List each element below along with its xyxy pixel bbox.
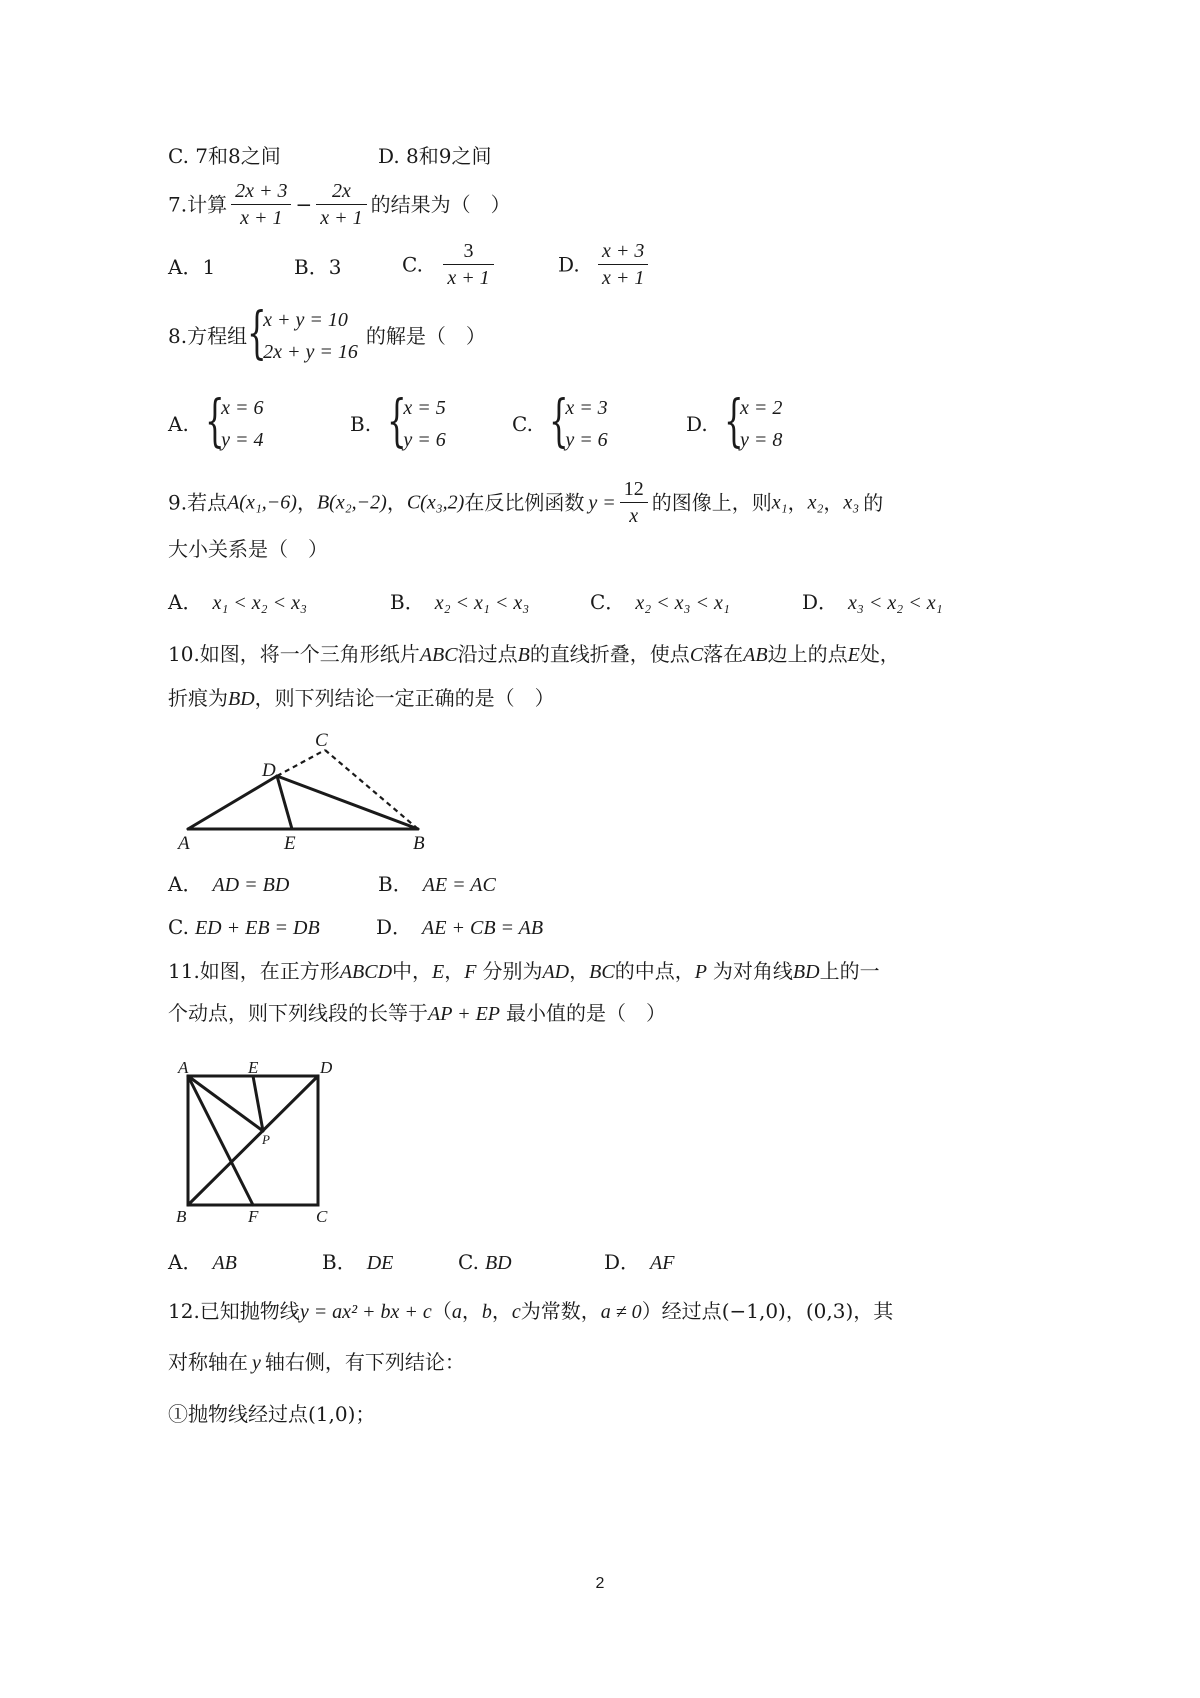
- label-c: C: [315, 730, 328, 751]
- q11-option-b-math: DE: [366, 1252, 394, 1274]
- q10-text-f: 处，: [859, 642, 900, 666]
- q11-option-c: [458, 1249, 512, 1276]
- q11-ap-ep: AP + EP: [428, 1003, 501, 1025]
- q12-comma-3: ，: [785, 1299, 806, 1323]
- q9-point-b: B(x₂,−2): [316, 491, 387, 514]
- segment-af: [188, 1076, 253, 1205]
- q11-text-h: 个动点，则下列线段的长等于: [168, 1001, 428, 1025]
- q6-option-d: D. 8和9之间: [378, 144, 492, 168]
- q12-text-b: （: [431, 1299, 452, 1323]
- label-b: B: [413, 833, 425, 854]
- q11-option-a-math: AB: [212, 1252, 237, 1274]
- q9-comma-1: ，: [296, 490, 317, 515]
- q11-text-f: 为对角线: [712, 959, 793, 983]
- q10-text-g: 折痕为: [168, 686, 228, 710]
- q7-option-d: [558, 240, 652, 289]
- q10-abc: ABC: [419, 644, 458, 666]
- q9-mid-text: 在反比例函数: [464, 490, 585, 515]
- q11-option-d-math: AF: [650, 1252, 675, 1274]
- q7-opt-c-denominator: x + 1: [447, 267, 490, 289]
- q10-text-e: 边上的点: [767, 642, 848, 666]
- q9-x3: x₃: [843, 491, 860, 514]
- q9-option-b-math: x₂ < x₁ < x₃: [434, 592, 530, 614]
- q8-option-c: [512, 389, 608, 456]
- q10-option-a-label: A．: [168, 872, 203, 896]
- q11-comma: ，: [444, 959, 465, 983]
- q12-point-1: (−1,0): [721, 1299, 786, 1323]
- q12-text-e: ，其: [853, 1299, 894, 1323]
- q12-text-d: ）经过点: [641, 1299, 722, 1323]
- q9-func-denominator: x: [629, 505, 639, 527]
- q9-option-b: [390, 589, 529, 616]
- q9-function-lhs: y =: [588, 491, 616, 514]
- q9-option-d-label: D．: [802, 590, 839, 614]
- q11-text-a: 11.如图，在正方形: [168, 959, 340, 983]
- q7-option-d-fraction: [598, 240, 648, 289]
- q10-text-a: 10.如图，将一个三角形纸片: [168, 642, 420, 666]
- q9-func-numerator: 12: [620, 478, 648, 503]
- q12-comma-1: ，: [461, 1299, 482, 1323]
- q7-opt-d-numerator: x + 3: [598, 240, 648, 265]
- q10-option-d: [376, 914, 543, 941]
- q9-point-c: C(x₃,2): [406, 491, 465, 514]
- q10-triangle-figure: [170, 726, 440, 856]
- q10-c: C: [689, 644, 704, 666]
- q9-comma-3: ，: [787, 490, 808, 515]
- q10-option-c: [168, 914, 320, 941]
- q11-text-b: 中，: [392, 959, 433, 983]
- q12-text-h: ①抛物线经过点: [168, 1402, 308, 1426]
- q11-stem-line-1: [168, 958, 880, 985]
- label-b: B: [176, 1207, 187, 1226]
- label-f: F: [248, 1207, 259, 1226]
- q12-a: a: [451, 1301, 462, 1323]
- q7-opt-d-denominator: x + 1: [602, 267, 645, 289]
- q6-option-c: C. 7和8之间: [168, 144, 281, 168]
- q8-option-system: [724, 389, 783, 456]
- q10-stem-line-2: [168, 685, 555, 712]
- label-e: E: [248, 1058, 259, 1077]
- q8-option-row-1: x = 5: [403, 397, 446, 419]
- q12-stem-line-2: [168, 1349, 465, 1376]
- q11-text-d: ，: [569, 959, 590, 983]
- q10-option-a: [168, 871, 289, 898]
- q11-text-e: 的中点，: [614, 959, 695, 983]
- q10-option-b-math: AE = AC: [422, 874, 496, 896]
- q12-equation: y = ax² + bx + c: [299, 1301, 432, 1323]
- q7-minus: −: [295, 192, 313, 217]
- q9-end: 的: [863, 490, 884, 515]
- q12-point-2: (0,3): [805, 1299, 854, 1323]
- q11-stem-line-2: [168, 1000, 666, 1027]
- q7-fraction-1: [231, 180, 291, 229]
- q11-text-c: 分别为: [482, 959, 543, 983]
- q9-option-c: [590, 589, 730, 616]
- q8-brace: {: [247, 301, 267, 366]
- label-a: A: [178, 833, 190, 854]
- brace-glyph: {: [205, 389, 225, 454]
- q9-option-a: [168, 589, 307, 616]
- q11-option-d-label: D．: [604, 1250, 641, 1274]
- q10-option-c-math: ED + EB = DB: [194, 917, 320, 939]
- segment-cb-dashed: [325, 750, 418, 829]
- q10-option-d-math: AE + CB = AB: [422, 917, 544, 939]
- q10-option-d-label: D．: [376, 915, 413, 939]
- q9-option-c-math: x₂ < x₃ < x₁: [635, 592, 730, 614]
- q12-y: y: [252, 1352, 261, 1374]
- label-e: E: [284, 833, 296, 854]
- q11-ad: AD: [542, 961, 570, 983]
- segment-de: [277, 776, 292, 829]
- q9-x1: x₁: [771, 491, 788, 514]
- q10-option-b: [378, 871, 496, 898]
- q10-text-d: 落在: [703, 642, 744, 666]
- q10-option-b-label: B．: [378, 872, 413, 896]
- q11-p: P: [694, 961, 707, 983]
- q10-e: E: [847, 644, 860, 666]
- q11-option-b: [322, 1249, 393, 1276]
- q12-condition: a ≠ 0: [600, 1301, 642, 1323]
- q9-comma-4: ，: [823, 490, 844, 515]
- q8-option-system: [387, 389, 446, 456]
- label-d: D: [262, 760, 276, 781]
- q10-text-c: 的直线折叠，使点: [529, 642, 690, 666]
- q10-b: B: [517, 644, 530, 666]
- q9-option-a-label: A．: [168, 590, 203, 614]
- brace-glyph: {: [387, 389, 408, 454]
- q7-option-c-fraction: [443, 240, 493, 289]
- q11-e: E: [432, 961, 445, 983]
- segment-db: [277, 776, 418, 829]
- q7-option-a: A．1: [168, 255, 216, 279]
- q8-option-label: D.: [686, 412, 708, 436]
- q11-square-figure: [170, 1056, 350, 1226]
- q12-text-i: ；: [355, 1402, 376, 1426]
- brace-glyph: {: [724, 389, 744, 454]
- label-d: D: [320, 1058, 333, 1077]
- q12-text-g: 轴右侧，有下列结论：: [264, 1350, 465, 1374]
- q9-option-a-math: x₁ < x₂ < x₃: [212, 592, 307, 614]
- q10-stem-line-1: [168, 641, 900, 668]
- q11-option-a-label: A．: [168, 1250, 203, 1274]
- q9-prefix: 9.若点: [168, 490, 228, 515]
- q9-stem-line-2: 大小关系是（ ）: [168, 537, 328, 561]
- q8-option-row-1: x = 6: [221, 397, 264, 419]
- q11-f: F: [464, 961, 477, 983]
- q12-text-f: 对称轴在: [168, 1350, 248, 1374]
- q10-option-c-label: C.: [168, 915, 189, 939]
- q7-frac1-numerator: 2x + 3: [231, 180, 291, 205]
- q8-option-row-2: y = 4: [221, 429, 264, 451]
- q11-abcd: ABCD: [339, 961, 393, 983]
- q7-prefix: 7.计算: [168, 192, 228, 217]
- label-c: C: [316, 1207, 328, 1226]
- segment-dc-dashed: [277, 750, 325, 776]
- q7-suffix: 的结果为（ ）: [370, 192, 511, 217]
- q11-text-i: 最小值的是（ ）: [506, 1001, 667, 1025]
- q8-option-row-2: y = 8: [740, 429, 783, 451]
- q8-option-system: [549, 389, 608, 456]
- q7-frac1-denominator: x + 1: [240, 207, 283, 229]
- q11-text-g: 上的一: [819, 959, 880, 983]
- q8-option-row-2: y = 6: [403, 429, 446, 451]
- q9-option-c-label: C．: [590, 590, 626, 614]
- q8-stem: [168, 301, 486, 368]
- q7-option-c-label: C.: [402, 252, 423, 277]
- q8-option-d: [686, 389, 783, 456]
- q12-b: b: [481, 1301, 492, 1323]
- q11-option-b-label: B．: [322, 1250, 357, 1274]
- q8-option-label: A.: [168, 412, 189, 436]
- q7-frac2-denominator: x + 1: [320, 207, 363, 229]
- q12-text-c: 为常数，: [520, 1299, 601, 1323]
- q8-option-system: [205, 389, 264, 456]
- label-a: A: [178, 1058, 189, 1077]
- q12-c: c: [511, 1301, 521, 1323]
- q8-equation-1: x + y = 10: [263, 309, 348, 331]
- q7-option-b: B．3: [294, 255, 342, 279]
- q9-comma-2: ，: [386, 490, 407, 515]
- q11-option-d: [604, 1249, 674, 1276]
- q10-ab: AB: [743, 644, 768, 666]
- q8-option-row-2: y = 6: [565, 429, 608, 451]
- diagonal-bd: [188, 1076, 318, 1205]
- q12-comma-2: ，: [491, 1299, 512, 1323]
- q9-option-d-math: x₃ < x₂ < x₁: [848, 592, 943, 614]
- q10-bd: BD: [228, 688, 255, 710]
- q12-conclusion-1: [168, 1401, 375, 1427]
- q8-option-label: B.: [350, 412, 372, 436]
- q11-option-c-math: BD: [484, 1252, 512, 1274]
- q7-stem: [168, 180, 511, 229]
- q9-function-fraction: [620, 478, 648, 527]
- q12-stem-line-1: [168, 1298, 893, 1325]
- q7-option-c: [402, 240, 498, 289]
- segment-ep: [253, 1076, 263, 1131]
- q8-option-b: [350, 389, 446, 456]
- segment-ap: [188, 1076, 263, 1131]
- q11-option-c-label: C.: [458, 1250, 479, 1274]
- q8-option-label: C.: [512, 412, 533, 436]
- q7-frac2-numerator: 2x: [316, 180, 366, 205]
- q9-after-text: 的图像上，则: [651, 490, 772, 515]
- q7-fraction-2: [316, 180, 366, 229]
- q7-opt-c-numerator: 3: [443, 240, 493, 265]
- q8-option-row-1: x = 3: [565, 397, 608, 419]
- q8-equation-2: 2x + y = 16: [263, 341, 358, 363]
- q12-point-3: (1,0): [308, 1402, 356, 1426]
- q10-text-h: ，则下列结论一定正确的是（ ）: [254, 686, 555, 710]
- segment-ad: [188, 776, 277, 829]
- q9-option-d: [802, 589, 943, 616]
- q11-bd: BD: [792, 961, 820, 983]
- q11-option-a: [168, 1249, 237, 1276]
- page-number: 2: [595, 1575, 605, 1592]
- q8-prefix: 8.方程组: [168, 324, 248, 348]
- q9-stem-line-1: [168, 478, 883, 527]
- q7-option-d-label: D.: [558, 252, 580, 277]
- q8-option-a: [168, 389, 264, 456]
- q10-option-a-math: AD = BD: [212, 874, 290, 896]
- q9-x2: x₂: [807, 491, 824, 514]
- q8-suffix: 的解是（ ）: [365, 324, 486, 348]
- brace-glyph: {: [549, 389, 569, 454]
- label-p: P: [262, 1132, 270, 1147]
- q12-text-a: 12.已知抛物线: [168, 1299, 300, 1323]
- q8-option-row-1: x = 2: [740, 397, 783, 419]
- q10-text-b: 沿过点: [457, 642, 518, 666]
- q8-equation-system: [247, 301, 358, 368]
- q11-bc: BC: [589, 961, 615, 983]
- q9-point-a: A(x₁,−6): [227, 491, 297, 514]
- q9-option-b-label: B．: [390, 590, 425, 614]
